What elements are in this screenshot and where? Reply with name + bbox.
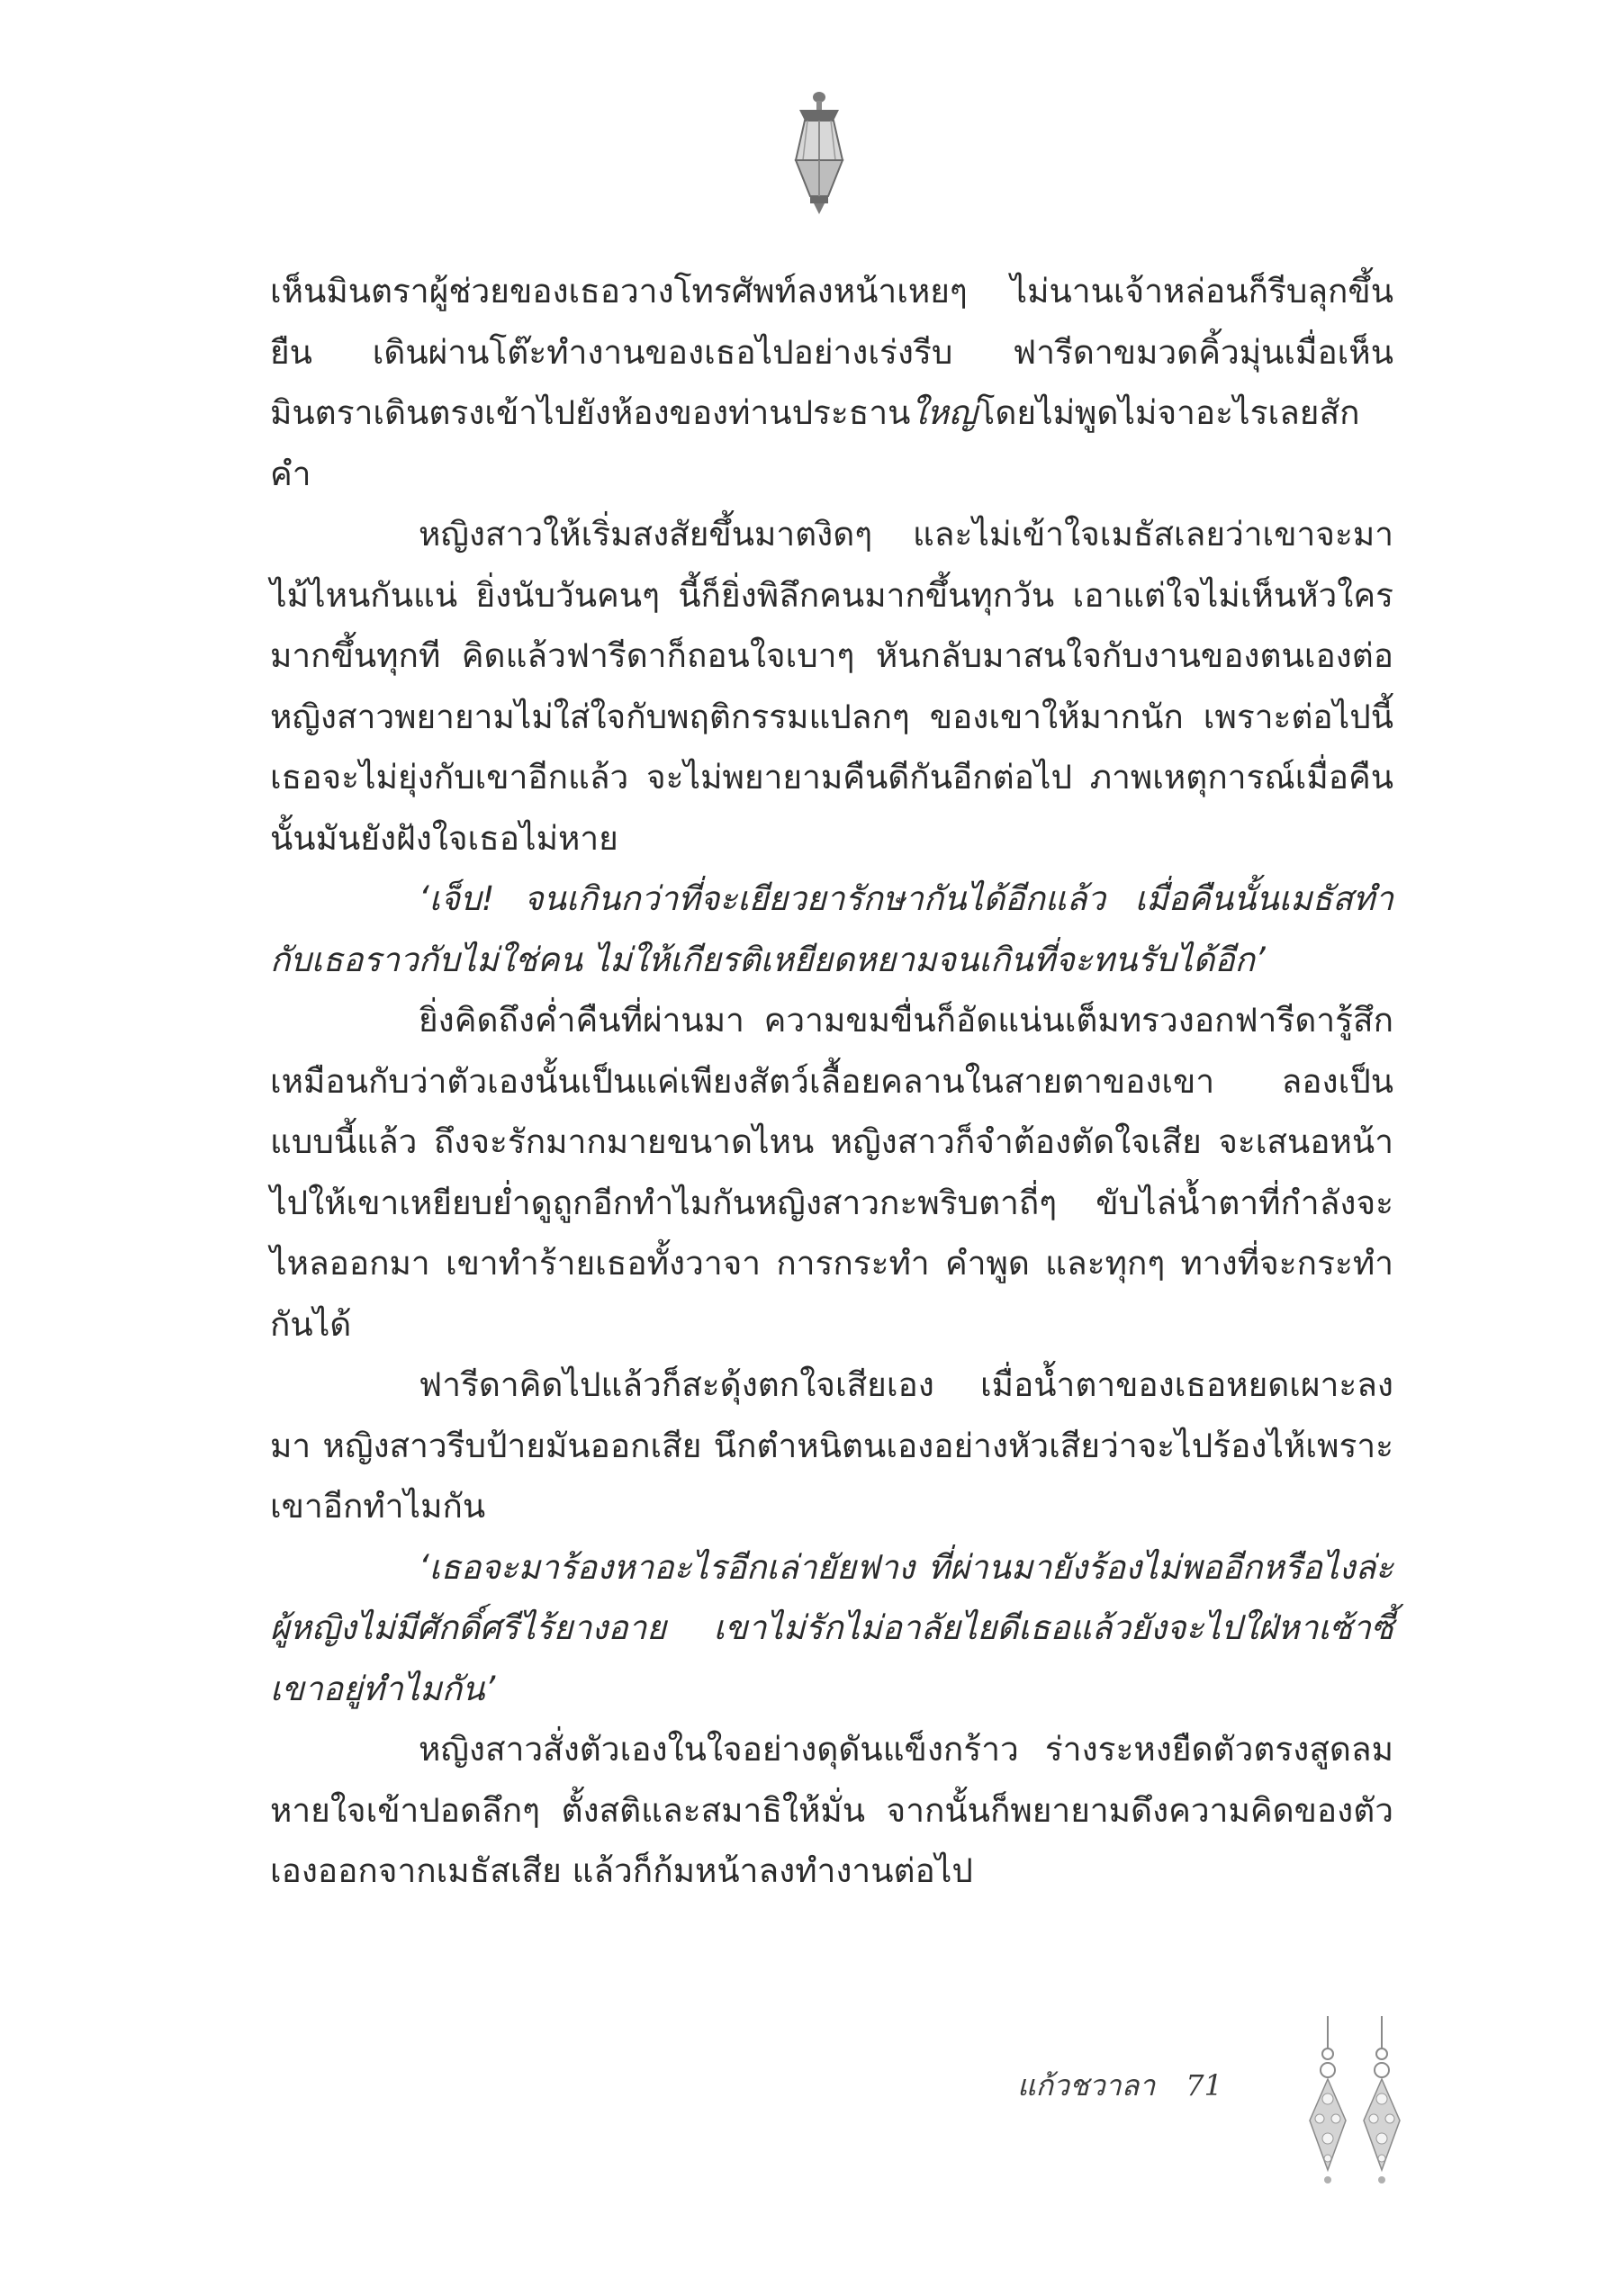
paragraph-7: หญิงสาวสั่งตัวเองในใจอย่างดุดันแข็งกร้าว ร่างระหงยืดตัวตรงสูดลมหายใจเข้าปอดลึกๆ ตั้งสติและสมาธิให้มั่น จากนั้นก็พยายามดึงความคิดของตัวเองออกจากเมธัสเสีย แล้วก็ก้มหน้าลงทำงานต่อไป	[270, 1730, 1393, 1890]
lantern-icon	[783, 90, 855, 216]
paragraph-4: ยิ่งคิดถึงค่ำคืนที่ผ่านมา ความขมขื่นก็อัดแน่นเต็มทรวงอกฟารีดารู้สึกเหมือนกับว่าตัวเองนั้นเป็นแค่เพียงสัตว์เลื้อยคลานในสายตาของเขา ลองเป็นแบบนี้แล้ว ถึงจะรักมากมายขนาดไหน หญิงสาวก็จำต้องตัดใจเสีย จะเสนอหน้าไปให้เขาเหยียบย่ำดูถูกอีกทำไมกันหญิงสาวกะพริบตาถี่ๆ ขับไล่น้ำตาที่กำลังจะไหลออกมา เขาทำร้ายเธอทั้งวาจา การกระทำ คำพูด และทุกๆ ทางที่จะกระทำกันได้	[270, 1001, 1393, 1344]
paragraph-6-inner-thought: ‘เธอจะมาร้องหาอะไรอีกเล่ายัยฟาง ที่ผ่านมายังร้องไม่พออีกหรือไงล่ะ ผู้หญิงไม่มีศักดิ์ศรีไร้ยางอาย เขาไม่รักไม่อาลัยไยดีเธอแล้วยังจะไปใฝ่หาเซ้าซี้เขาอยู่ทำไมกัน’	[270, 1547, 1393, 1708]
paragraph-5: ฟารีดาคิดไปแล้วก็สะดุ้งตกใจเสียเอง เมื่อน้ำตาของเธอหยดเผาะลงมา หญิงสาวรีบป้ายมันออกเสีย นึกตำหนิตนเองอย่างหัวเสียว่าจะไปร้องไห้เพราะเขาอีกทำไมกัน	[270, 1365, 1393, 1526]
running-title: แก้วชวาลา	[1017, 2068, 1156, 2102]
paragraph-1: เห็นมินตราผู้ช่วยของเธอวางโทรศัพท์ลงหน้าเหยๆ ไม่นานเจ้าหล่อนก็รีบลุกขึ้นยืน เดินผ่านโต๊ะทำงานของเธอไปอย่างเร่งรีบ ฟารีดาขมวดคิ้วมุ่นเมื่อเห็นมินตราเดินตรงเข้าไปยังห้องของท่านประธานใหญ่โดยไม่พูดไม่จาอะไรเลยสักคำ	[270, 272, 1393, 493]
page-footer	[1017, 2063, 1222, 2109]
paragraph-3-inner-thought: ‘เจ็บ! จนเกินกว่าที่จะเยียวยารักษากันได้อีกแล้ว เมื่อคืนนั้นเมธัสทำกับเธอราวกับไม่ใช่คน ไม่ให้เกียรติเหยียดหยามจนเกินที่จะทนรับได้อีก’	[270, 879, 1393, 979]
earrings-icon	[1296, 2012, 1413, 2192]
page-number: 71	[1186, 2068, 1222, 2102]
body-text	[270, 261, 1393, 1902]
paragraph-2: หญิงสาวให้เริ่มสงสัยขึ้นมาตงิดๆ และไม่เข้าใจเมธัสเลยว่าเขาจะมาไม้ไหนกันแน่ ยิ่งนับวันคนๆ นี้ก็ยิ่งพิลึกคนมากขึ้นทุกวัน เอาแต่ใจไม่เห็นหัวใครมากขึ้นทุกที คิดแล้วฟารีดาก็ถอนใจเบาๆ หันกลับมาสนใจกับงานของตนเองต่อ หญิงสาวพยายามไม่ใส่ใจกับพฤติกรรมแปลกๆ ของเขาให้มากนัก เพราะต่อไปนี้เธอจะไม่ยุ่งกับเขาอีกแล้ว จะไม่พยายามคืนดีกันอีกต่อไป ภาพเหตุการณ์เมื่อคืนนั้นมันยังฝังใจเธอไม่หาย	[270, 515, 1393, 858]
emphasis-word: ใหญ่	[910, 393, 978, 432]
